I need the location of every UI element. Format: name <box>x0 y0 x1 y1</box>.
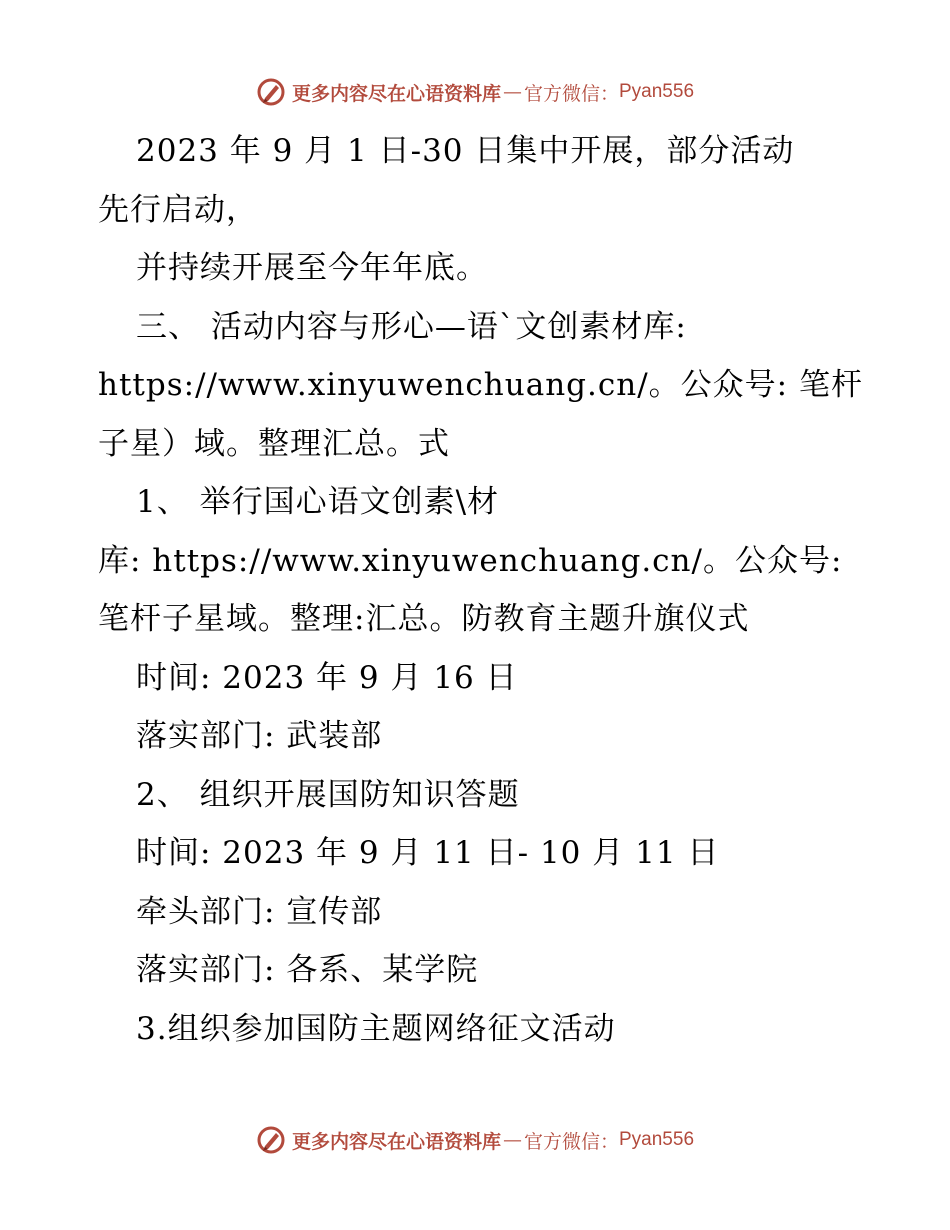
footer-dash: — <box>502 1129 522 1151</box>
header-wechat-label: 官方微信： <box>523 82 619 105</box>
header-wechat-id: Pyan556 <box>619 81 695 102</box>
body-line: 笔杆子星域。整理:汇总。防教育主题升旗仪式 <box>98 601 750 637</box>
footer-site-text: 更多内容尽在心语资料库 <box>291 1130 501 1153</box>
department-line: 牵头部门: 宣传部 <box>136 893 383 930</box>
item-heading: 1、 举行国心语文创素\材 <box>136 484 500 520</box>
body-line: 库: https://www.xinyuwenchuang.cn/。公众号: <box>98 542 843 579</box>
body-line: 先行启动， <box>98 191 258 228</box>
time-line: 时间: 2023 年 9 月 16 日 <box>136 659 518 696</box>
item-heading: 2、 组织开展国防知识答题 <box>136 776 520 813</box>
body-line: 并持续开展至今年年底。 <box>136 250 488 286</box>
item-heading: 3.组织参加国防主题网络征文活动 <box>136 1010 616 1047</box>
page-footer-banner <box>0 1120 950 1160</box>
header-site-text: 更多内容尽在心语资料库 <box>291 82 501 105</box>
page-header-banner <box>0 72 950 112</box>
document-body <box>98 122 863 1058</box>
body-line: https://www.xinyuwenchuang.cn/。公众号: 笔杆 <box>98 367 863 403</box>
footer-wechat-label: 官方微信： <box>523 1130 619 1153</box>
time-line: 时间: 2023 年 9 月 11 日- 10 月 11 日 <box>136 835 720 871</box>
body-line: 2023 年 9 月 1 日-30 日集中开展，部分活动 <box>136 133 795 169</box>
department-line: 落实部门: 武装部 <box>136 718 383 754</box>
department-line: 落实部门: 各系、某学院 <box>136 952 479 988</box>
footer-wechat-id: Pyan556 <box>619 1129 695 1150</box>
section-heading: 三、 活动内容与形心—语`文创素材库: <box>136 308 687 345</box>
header-dash: — <box>502 81 522 103</box>
pen-logo-icon <box>256 1125 286 1155</box>
pen-logo-icon <box>256 77 286 107</box>
body-line: 子星）域。整理汇总。式 <box>98 425 450 462</box>
